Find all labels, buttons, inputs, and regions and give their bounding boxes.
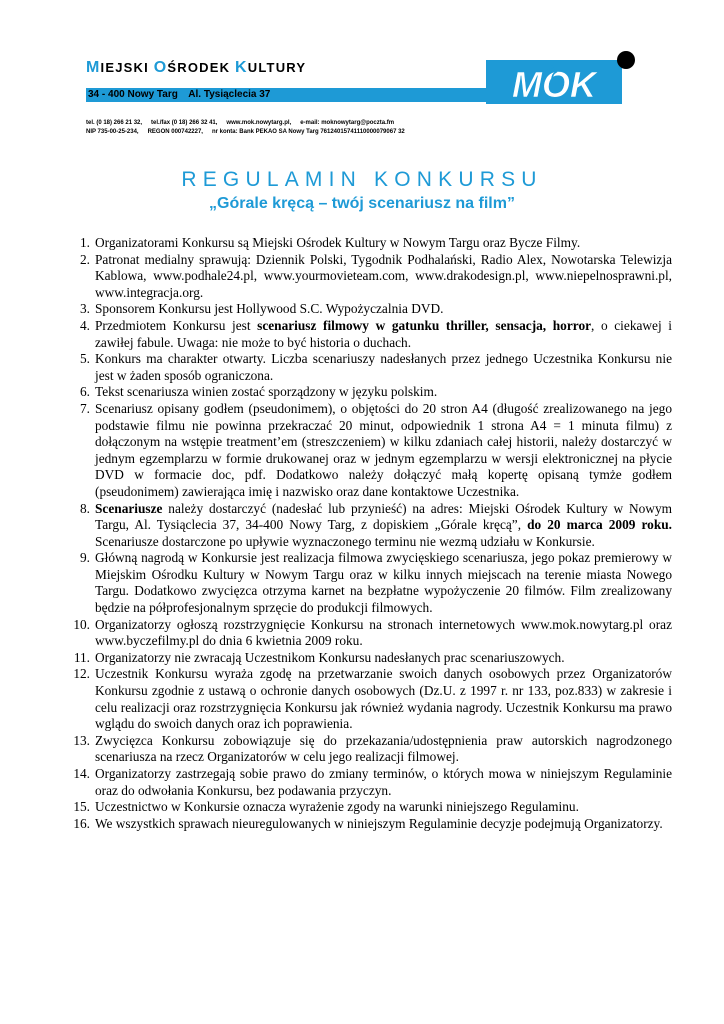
rule-number: 3.: [79, 301, 90, 317]
org-word-2: ŚRODEK: [167, 60, 236, 75]
rule-text: Zwycięzca Konkursu zobowiązuje się do przekazania/udostępnienia praw autorskich nagrodzonego scenariusza na rzecz Organizatorów w celu jego realizacji filmowej.: [95, 732, 672, 765]
address-bar: [86, 88, 486, 102]
org-word-1: IEJSKI: [100, 60, 154, 75]
rule-text-bold: do 20 marca 2009 roku.: [527, 517, 672, 533]
rule-number: 11.: [73, 649, 90, 665]
rule-text: Organizatorzy zastrzegają sobie prawo do zmiany terminów, o których mowa w niniejszym Regulaminie oraz do odwołania Konkursu, bez podawania przyczyn.: [95, 766, 672, 798]
contact-regon: REGON 000742227,: [147, 128, 203, 135]
org-word-3: ULTURY: [247, 60, 307, 75]
rule-item: [68, 766, 672, 799]
page-subtitle: „Górale kręcą – twój scenariusz na film”: [209, 195, 515, 212]
rule-text: Przedmiotem Konkursu jest: [95, 317, 258, 333]
contact-email: e-mail: moknowytarg@poczta.fm: [300, 120, 395, 126]
rule-text: Konkurs ma charakter otwarty. Liczba scenariuszy nadesłanych przez jednego Uczestnika Konkursu nie jest w żaden sposób ograniczona.: [95, 351, 672, 383]
rule-item: [68, 799, 672, 816]
address-street: Al. Tysiąclecia 37: [188, 89, 271, 100]
rule-text: Uczestnik Konkursu wyraża zgodę na przetwarzanie swoich danych osobowych przez Organizatorów Konkursu zgodnie z ustawą o ochronie danych osobowych (Dz.U. z 1997 r. nr 133, poz.833) w zakresie i celu realizacji oraz rozstrzygnięcia Konkursu jak również wydania nagrody. Uczestnik Konkursu ma prawo wglądu do swoich danych oraz ich poprawienia.: [95, 666, 672, 732]
org-cap-o: O: [153, 59, 168, 76]
contact-account: nr konta: Bank PEKAO SA Nowy Targ 76124015741110000079067 32: [211, 128, 405, 135]
contact-website: www.mok.nowytarg.pl,: [226, 120, 292, 126]
rule-item: [68, 816, 672, 833]
rule-text: Uczestnictwo w Konkursie oznacza wyrażenie zgody na warunki niniejszego Regulaminu.: [95, 799, 579, 815]
rule-text: Główną nagrodą w Konkursie jest realizacja filmowa zwycięskiego scenariusza, jego pokaz premierowy w Miejskim Ośrodku Kultury w Nowym Targu oraz w kilku innych miejscach na terenie miasta Nowego Targu. Dodatkowo zwycięzca otrzyma karnet na bezpłatne wypożyczenie 20 filmów. Film zrealizowany będzie na półprofesjonalnym sprzęcie do produkcji filmowych.: [95, 550, 672, 616]
rule-number: 15.: [73, 799, 90, 815]
org-cap-m: M: [86, 59, 101, 76]
rule-item: [68, 733, 672, 766]
contact-info: [86, 119, 646, 136]
contact-line-2: [86, 128, 646, 137]
contact-nip: NIP 735-00-25-234,: [86, 128, 139, 135]
rule-number: 7.: [79, 400, 90, 416]
rule-item: [68, 501, 672, 551]
rule-item: [68, 666, 672, 732]
rule-number: 5.: [79, 351, 90, 367]
rule-item: [68, 252, 672, 302]
contact-phone: tel. (0 18) 266 21 32,: [86, 120, 143, 126]
rule-number: 1.: [79, 235, 90, 250]
rule-number: 14.: [73, 766, 90, 781]
rule-number: 12.: [73, 666, 90, 682]
rule-text: należy dostarczyć (nadesłać lub przynieść) na adres: Miejski Ośrodek Kultury w Nowym Targu, Al. Tysiąclecia 37, 34-400 Nowy Targ, z dopiskiem „Górale kręcą”,: [95, 500, 672, 533]
rule-item: [68, 550, 672, 616]
rule-item: [68, 384, 672, 401]
rule-number: 8.: [79, 500, 90, 516]
org-cap-k: K: [235, 59, 248, 76]
rule-item: [68, 235, 672, 252]
rule-number: 13.: [73, 732, 90, 748]
rule-item: [68, 650, 672, 667]
page-title: REGULAMIN KONKURSU: [181, 168, 543, 191]
rule-item: [68, 617, 672, 650]
rule-item: [68, 301, 672, 318]
organization-name: [86, 60, 486, 76]
rule-text: Organizatorami Konkursu są Miejski Ośrodek Kultury w Nowym Targu oraz Bycze Filmy.: [95, 235, 581, 250]
logo-dot: [617, 51, 635, 69]
rule-number: 6.: [79, 384, 90, 400]
rule-text: , o ciekawej i zawiłej fabule. Uwaga: nie może to być historia o duchach.: [95, 317, 672, 350]
rule-text: Organizatorzy nie zwracają Uczestnikom Konkursu nadesłanych prac scenariuszowych.: [95, 649, 565, 665]
rule-text: Scenariusze dostarczone po upływie wyznaczonego terminu nie wezmą udziału w Konkursie.: [95, 533, 595, 549]
contact-fax: tel./fax (0 18) 266 32 41,: [151, 120, 218, 126]
rule-number: 4.: [79, 317, 90, 333]
rule-text: Sponsorem Konkursu jest Hollywood S.C. Wypożyczalnia DVD.: [95, 301, 444, 317]
rule-text: Tekst scenariusza winien zostać sporządzony w języku polskim.: [95, 384, 438, 400]
rule-number: 10.: [73, 616, 90, 632]
rule-number: 2.: [79, 251, 90, 267]
rule-text-bold: Scenariusze: [95, 500, 163, 516]
mok-logo: [486, 60, 622, 104]
rule-number: 16.: [73, 815, 90, 831]
mok-logo-graphic: [486, 60, 622, 104]
rule-number: 9.: [79, 550, 90, 566]
contact-line-1: [86, 119, 646, 128]
rule-item: [68, 318, 672, 351]
logo-text: MOK: [512, 64, 596, 104]
rule-item: [68, 401, 672, 501]
rule-text: We wszystkich sprawach nieuregulowanych w niniejszym Regulaminie decyzje podejmują Organizatorzy.: [95, 815, 663, 831]
rule-text: Scenariusz opisany godłem (pseudonimem), o objętości do 20 stron A4 (długość zrealizowanego na jego podstawie filmu nie powinna przekraczać 20 minut, odpowiednik 1 strona A4 = 1 minuta filmu) z dołączonym na wstępie treatment’em (streszczeniem) w kilku zdaniach całej historii, należy dostarczyć w jednym egzemplarzu w formie drukowanej oraz w jednym egzemplarzu w wersji elektronicznej na płycie DVD w formacie doc, pdf. Dodatkowo należy dołączyć małą kopertę opisaną tymże godłem (pseudonimem) zawierająca imię i nazwisko oraz dane kontaktowe Uczestnika.: [95, 400, 672, 499]
rules-list: [68, 235, 672, 832]
rule-text: Patronat medialny sprawują: Dziennik Polski, Tygodnik Podhalański, Radio Alex, Nowotarska Telewizja Kablowa, www.podhale24.pl, www.yourmovieteam.com, www.drakodesign.pl, www.niepelnosprawni.pl, www.integracja.org.: [95, 251, 672, 300]
rule-text-bold: scenariusz filmowy w gatunku thriller, sensacja, horror: [257, 317, 592, 333]
rule-item: [68, 351, 672, 384]
address-city: 34 - 400 Nowy Targ: [88, 89, 178, 100]
rule-text: Organizatorzy ogłoszą rozstrzygnięcie Konkursu na stronach internetowych www.mok.nowytarg.pl oraz www.byczefilmy.pl do dnia 6 kwietnia 2009 roku.: [95, 616, 672, 649]
